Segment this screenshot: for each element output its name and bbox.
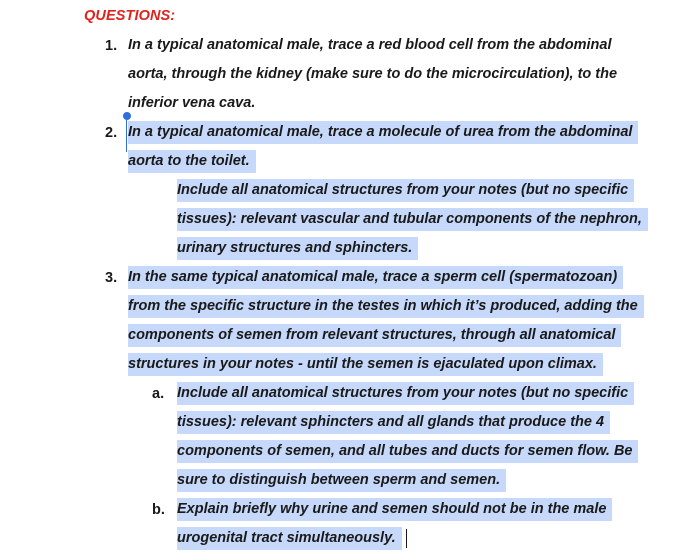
subitem-a-line-2-text[interactable]: tissues): relevant sphincters and all glands that produce the 4 [177,411,610,434]
subitem-a-line-2[interactable] [177,412,610,433]
question-2-note-line-1[interactable] [177,180,634,201]
question-3-line-2-text[interactable]: from the specific structure in the testes in which it’s produced, adding the [128,295,644,318]
question-1-line-1[interactable]: In a typical anatomical male, trace a red blood cell from the abdominal [128,37,612,53]
subitem-b-marker: b. [152,502,165,518]
question-3-line-4-text[interactable]: structures in your notes - until the semen is ejaculated upon climax. [128,353,603,376]
question-2-line-2-text[interactable]: aorta to the toilet. [128,150,256,173]
subitem-a-line-1[interactable] [177,383,634,404]
subitem-b-line-2-text[interactable]: urogenital tract simultaneously. [177,527,402,550]
question-3-number: 3. [105,270,118,286]
question-2-line-2[interactable] [128,151,256,172]
question-3-line-4[interactable] [128,354,603,375]
question-1-number: 1. [105,38,118,54]
question-1-line-3[interactable]: inferior vena cava. [128,95,256,111]
subitem-a-line-1-text[interactable]: Include all anatomical structures from your notes (but no specific [177,382,634,405]
question-3-line-2[interactable] [128,296,644,317]
question-3-line-1-text[interactable]: In the same typical anatomical male, trace a sperm cell (spermatozoan) [128,266,623,289]
question-2-note-line-2[interactable] [177,209,648,230]
question-2-line-1[interactable] [128,122,638,143]
subitem-b-line-2[interactable] [177,528,407,549]
subitem-b-line-1-text[interactable]: Explain briefly why urine and semen should not be in the male [177,498,612,521]
subitem-a-line-3-text[interactable]: components of semen, and all tubes and ducts for semen flow. Be [177,440,638,463]
subitem-b-line-1[interactable] [177,499,612,520]
question-2-note-line-3[interactable] [177,238,418,259]
questions-heading: QUESTIONS: [84,8,176,24]
question-3-line-3[interactable] [128,325,621,346]
question-3-line-1[interactable] [128,267,623,288]
selection-end-caret[interactable] [406,529,407,548]
selection-start-handle[interactable] [123,112,131,120]
subitem-a-line-4[interactable] [177,470,506,491]
question-2-number: 2. [105,125,118,141]
question-2-note-line-3-text[interactable]: urinary structures and sphincters. [177,237,418,260]
subitem-a-line-3[interactable] [177,441,638,462]
subitem-a-line-4-text[interactable]: sure to distinguish between sperm and semen. [177,469,506,492]
question-2-line-1-text[interactable]: In a typical anatomical male, trace a molecule of urea from the abdominal [128,121,638,144]
question-3-line-3-text[interactable]: components of semen from relevant structures, through all anatomical [128,324,621,347]
subitem-a-marker: a. [152,386,165,402]
question-2-note-line-1-text[interactable]: Include all anatomical structures from your notes (but no specific [177,179,634,202]
question-1-line-2[interactable]: aorta, through the kidney (make sure to do the microcirculation), to the [128,66,618,82]
question-2-note-line-2-text[interactable]: tissues): relevant vascular and tubular components of the nephron, [177,208,648,231]
selection-start-caret[interactable] [126,120,127,152]
